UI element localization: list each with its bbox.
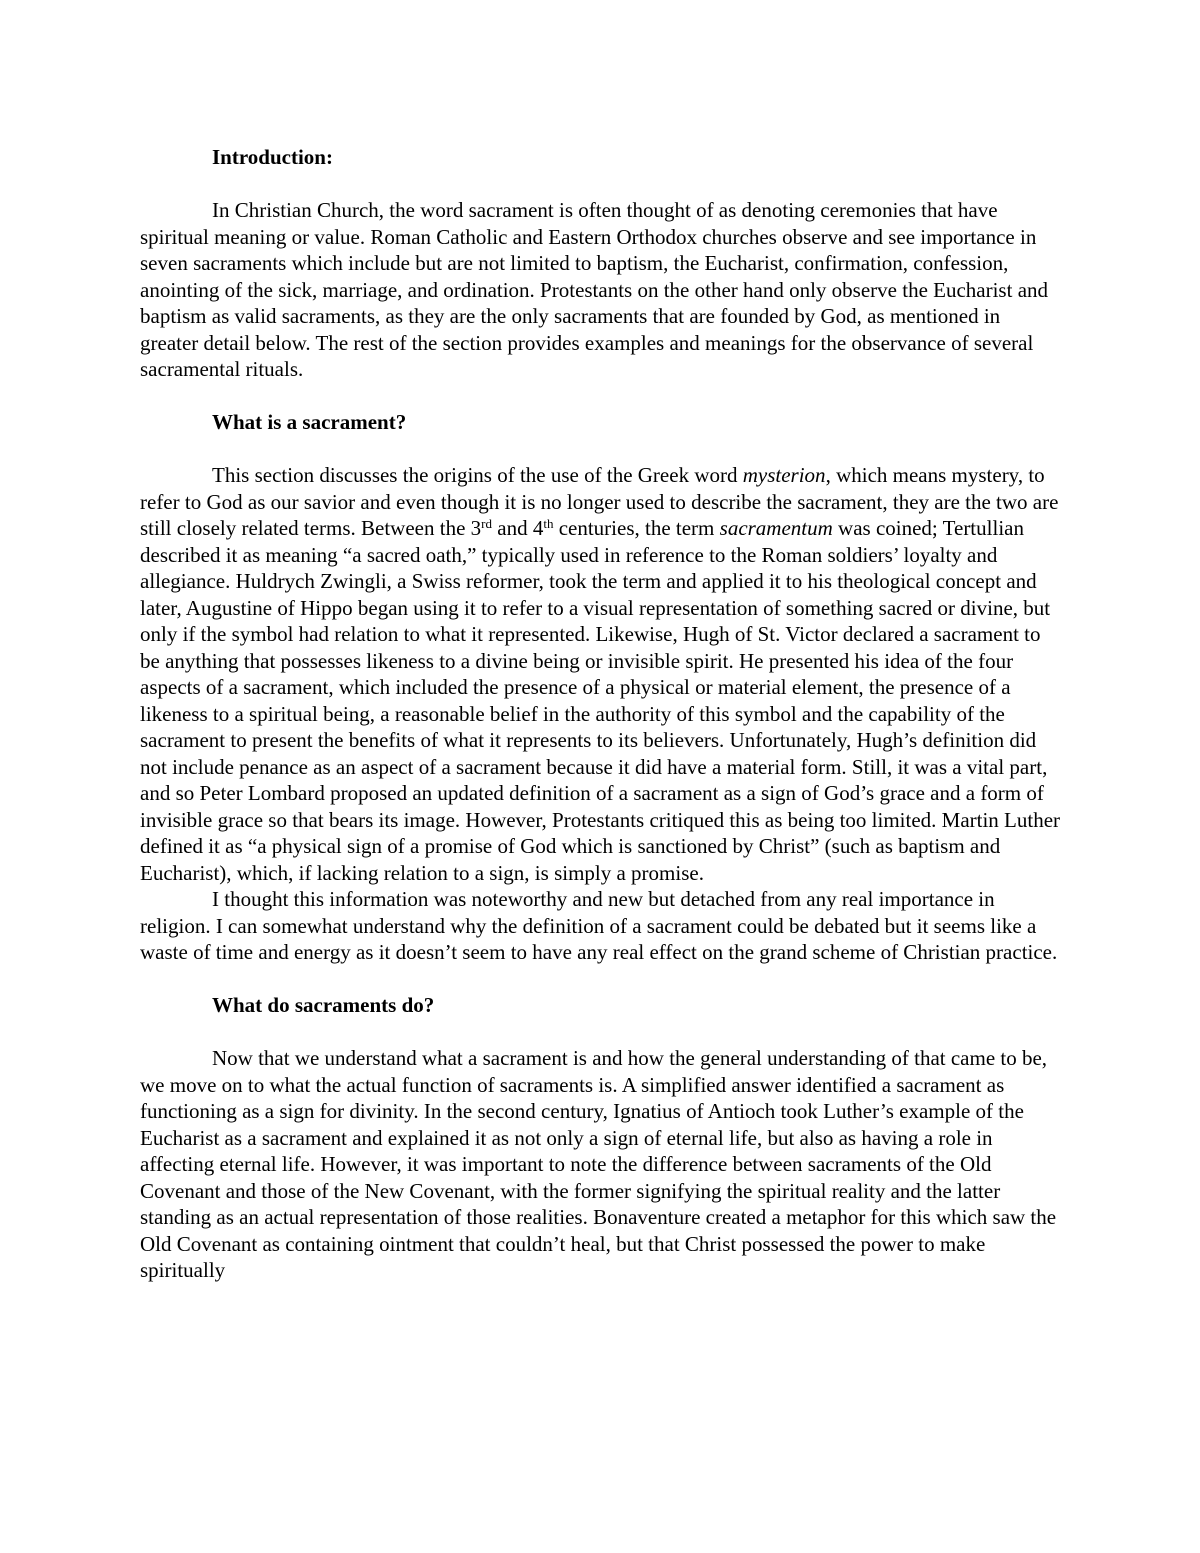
heading-what-is-a-sacrament: What is a sacrament? bbox=[212, 410, 407, 434]
term-sacramentum: sacramentum bbox=[719, 516, 833, 540]
superscript-rd: rd bbox=[481, 516, 492, 531]
superscript-th: th bbox=[543, 516, 554, 531]
text-run: This section discusses the origins of the use of the Greek word bbox=[212, 463, 743, 487]
text-run: , which means mystery, to refer to God as our savior and even though it is no longer used to describe the sacrament, they are the two are still closely related terms. Between the 3 bbox=[140, 463, 1059, 540]
sacrament-origins-paragraph bbox=[140, 462, 1062, 886]
text-run: was coined; Tertullian described it as meaning “a sacred oath,” typically used in reference to the Roman soldiers’ loyalty and allegiance. Huldrych Zwingli, a Swiss reformer, took the term and applied it to his theological concept and later, Augustine of Hippo began using it to refer to a visual representation of something sacred or divine, but only if the symbol had relation to what it represented. Likewise, Hugh of St. Victor declared a sacrament to be anything that possesses likeness to a divine being or invisible spirit. He presented his idea of the four aspects of a sacrament, which included the presence of a physical or material element, the presence of a likeness to a spiritual being, a reasonable belief in the authority of this symbol and the capability of the sacrament to present the benefits of what it represents to its believers. Unfortunately, Hugh’s definition did not include penance as an aspect of a sacrament because it did have a material form. Still, it was a vital part, and so Peter Lombard proposed an updated definition of a sacrament as a sign of God’s grace and a form of invisible grace so that bears its image. However, Protestants critiqued this as being too limited. Martin Luther defined it as “a physical sign of a promise of God which is sanctioned by Christ” (such as baptism and Eucharist), which, if lacking relation to a sign, is simply a promise. bbox=[140, 516, 1061, 885]
text-run: and 4 bbox=[492, 516, 544, 540]
sacrament-function-paragraph: Now that we understand what a sacrament is and how the general understanding of that came to be, we move on to what the actual function of sacraments is. A simplified answer identified a sacrament as functioning as a sign for divinity. In the second century, Ignatius of Antioch took Luther’s example of the Eucharist as a sacrament and explained it as not only a sign of eternal life, but also as having a role in affecting eternal life. However, it was important to note the difference between sacraments of the Old Covenant and those of the New Covenant, with the former signifying the spiritual reality and the latter standing as an actual representation of those realities. Bonaventure created a metaphor for this which saw the Old Covenant as containing ointment that couldn’t heal, but that Christ possessed the power to make spiritually bbox=[140, 1046, 1057, 1282]
heading-introduction: Introduction: bbox=[212, 145, 333, 169]
term-mysterion: mysterion bbox=[742, 463, 826, 487]
document-body bbox=[140, 144, 1062, 1284]
text-run: centuries, the term bbox=[553, 516, 720, 540]
heading-what-do-sacraments-do: What do sacraments do? bbox=[212, 993, 435, 1017]
intro-paragraph: In Christian Church, the word sacrament is often thought of as denoting ceremonies that have spiritual meaning or value. Roman Catholic and Eastern Orthodox churches observe and see importance in seven sacraments which include but are not limited to baptism, the Eucharist, confirmation, confession, anointing of the sick, marriage, and ordination. Protestants on the other hand only observe the Eucharist and baptism as valid sacraments, as they are the only sacraments that are founded by God, as mentioned in greater detail below. The rest of the section provides examples and meanings for the observance of several sacramental rituals. bbox=[140, 198, 1049, 381]
reflection-paragraph: I thought this information was noteworthy and new but detached from any real importance in religion. I can somewhat understand why the definition of a sacrament could be debated but it seems like a waste of time and energy as it doesn’t seem to have any real effect on the grand scheme of Christian practice. bbox=[140, 887, 1058, 964]
